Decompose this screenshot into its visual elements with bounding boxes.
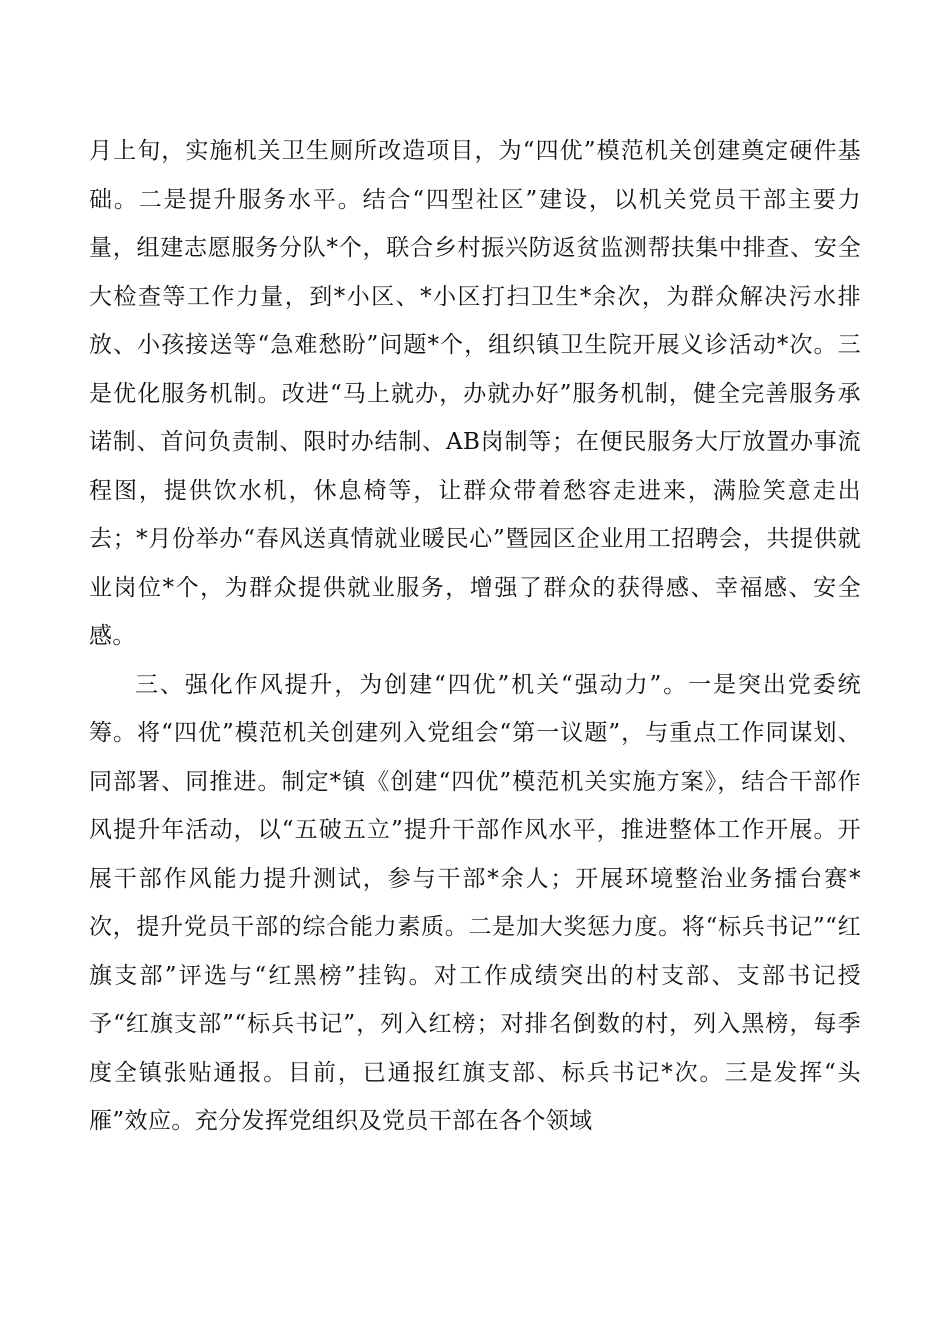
paragraph-section-three: 三、强化作风提升，为创建“四优”机关“强动力”。一是突出党委统筹。将“四优”模范机关创建列入党组会“第一议题”，与重点工作同谋划、同部署、同推进。制定*镇《创建“四优”模范机关实施方案》，结合干部作风提升年活动，以“五破五立”提升干部作风水平，推进整体工作开展。开展干部作风能力提升测试，参与干部*余人；开展环境整治业务擂台赛*次，提升党员干部的综合能力素质。二是加大奖惩力度。将“标兵书记”“红旗支部”评选与“红黑榜”挂钩。对工作成绩突出的村支部、支部书记授予“红旗支部”“标兵书记”，列入红榜；对排名倒数的村，列入黑榜，每季度全镇张贴通报。目前，已通报红旗支部、标兵书记*次。三是发挥“头雁”效应。充分发挥党组织及党员干部在各个领域	[89, 671, 861, 1134]
paragraph-continued: 月上旬，实施机关卫生厕所改造项目，为“四优”模范机关创建奠定硬件基础。二是提升服务水平。结合“四型社区”建设，以机关党员干部主要力量，组建志愿服务分队*个，联合乡村振兴防返贫监测帮扶集中排查、安全大检查等工作力量，到*小区、*小区打扫卫生*余次，为群众解决污水排放、小孩接送等“急难愁盼”问题*个，组织镇卫生院开展义诊活动*次。三是优化服务机制。改进“马上就办，办就办好”服务机制，健全完善服务承诺制、首问负责制、限时办结制、AB岗制等；在便民服务大厅放置办事流程图，提供饮水机，休息椅等，让群众带着愁容走进来，满脸笑意走出去；*月份举办“春风送真情就业暖民心”暨园区企业用工招聘会，共提供就业岗位*个，为群众提供就业服务，增强了群众的获得感、幸福感、安全感。	[89, 138, 861, 649]
document-page	[89, 127, 861, 1227]
